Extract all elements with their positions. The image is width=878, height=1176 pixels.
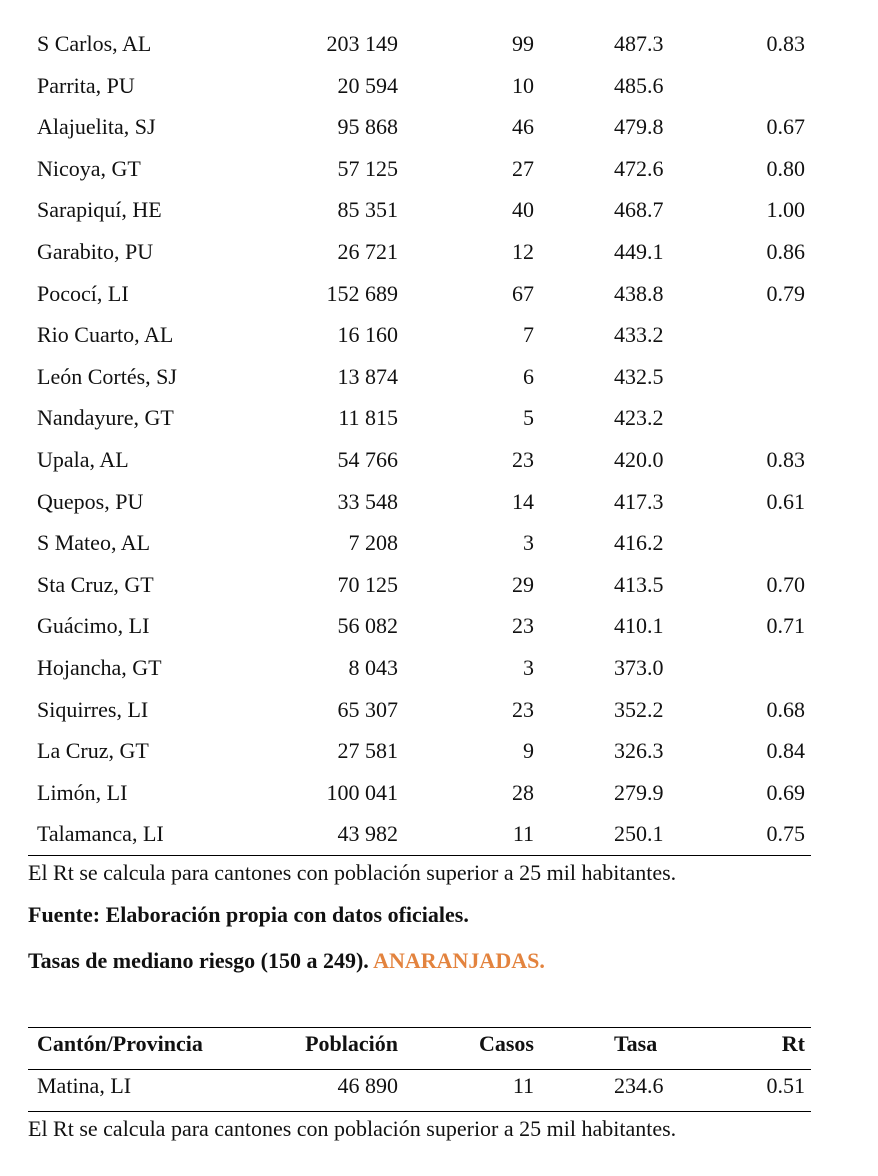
header-casos: Casos	[478, 1031, 534, 1056]
cell-canton: Pococí, LI	[37, 280, 129, 306]
cell-casos: 27	[512, 155, 534, 181]
table-row	[28, 106, 811, 148]
cell-poblacion: 57 125	[337, 155, 398, 181]
cell-poblacion: 7 208	[348, 530, 398, 556]
cell-rt: 0.80	[766, 155, 805, 181]
cell-tasa: 417.3	[614, 488, 664, 514]
table2-footnote: El Rt se calcula para cantones con población superior a 25 mil habitantes.	[28, 1116, 677, 1141]
cell-tasa: 420.0	[614, 446, 664, 472]
cell-canton: Hojancha, GT	[37, 654, 162, 680]
cell-tasa: 234.6	[614, 1073, 664, 1098]
cell-poblacion: 33 548	[337, 488, 398, 514]
cell-rt: 0.61	[766, 488, 805, 514]
table2-bottom-rule	[28, 1111, 811, 1112]
cell-casos: 10	[512, 72, 534, 98]
cell-canton: Upala, AL	[37, 446, 129, 472]
cell-casos: 46	[512, 114, 534, 140]
cell-tasa: 472.6	[614, 155, 664, 181]
cell-casos: 99	[512, 31, 534, 56]
cell-rt: 1.00	[766, 197, 805, 223]
table-row	[28, 481, 811, 523]
cell-poblacion: 65 307	[337, 696, 398, 722]
cell-tasa: 373.0	[614, 654, 664, 680]
medium-risk-table-body	[28, 1065, 811, 1107]
table-row	[28, 813, 811, 855]
cell-canton: Parrita, PU	[37, 72, 135, 98]
cell-canton: Rio Cuarto, AL	[37, 322, 174, 348]
cell-poblacion: 85 351	[337, 197, 398, 223]
cell-casos: 29	[512, 571, 534, 597]
cell-poblacion: 100 041	[326, 779, 398, 805]
cell-casos: 3	[523, 654, 534, 680]
cell-tasa: 479.8	[614, 114, 664, 140]
medium-risk-table-header	[28, 1023, 811, 1065]
table-row	[28, 439, 811, 481]
table1-bottom-rule	[28, 855, 811, 856]
cell-poblacion: 46 890	[337, 1073, 398, 1098]
table-row	[28, 689, 811, 731]
cell-casos: 3	[523, 530, 534, 556]
cell-rt: 0.67	[766, 114, 805, 140]
cell-poblacion: 152 689	[326, 280, 398, 306]
cell-canton: Garabito, PU	[37, 238, 154, 264]
table-row	[28, 564, 811, 606]
table-row	[28, 23, 811, 65]
cell-canton: Quepos, PU	[37, 488, 144, 514]
cell-canton: Limón, LI	[37, 779, 128, 805]
cell-casos: 11	[512, 821, 534, 847]
table-row	[28, 397, 811, 439]
header-rt: Rt	[781, 1031, 805, 1056]
cell-rt: 0.68	[766, 696, 805, 722]
cell-canton: León Cortés, SJ	[37, 363, 177, 389]
cell-poblacion: 20 594	[337, 72, 398, 98]
cell-poblacion: 27 581	[337, 738, 398, 764]
cell-casos: 5	[523, 405, 534, 431]
cell-rt: 0.51	[766, 1073, 805, 1098]
cell-canton: Siquirres, LI	[37, 696, 149, 722]
cell-poblacion: 13 874	[337, 363, 398, 389]
cell-canton: Matina, LI	[37, 1073, 132, 1098]
cell-tasa: 416.2	[614, 530, 664, 556]
cell-rt: 0.84	[766, 738, 805, 764]
cell-casos: 28	[512, 779, 534, 805]
table-row	[28, 65, 811, 107]
high-risk-table	[28, 23, 811, 855]
table-row	[28, 273, 811, 315]
section-heading-highlight: ANARANJADAS.	[373, 948, 545, 973]
table-row	[28, 1065, 811, 1107]
header-tasa: Tasa	[614, 1031, 658, 1056]
cell-tasa: 279.9	[614, 779, 664, 805]
cell-tasa: 468.7	[614, 197, 664, 223]
cell-canton: Nicoya, GT	[37, 155, 141, 181]
table-row	[28, 730, 811, 772]
cell-poblacion: 56 082	[337, 613, 398, 639]
cell-poblacion: 70 125	[337, 571, 398, 597]
cell-tasa: 423.2	[614, 405, 664, 431]
table-row	[28, 522, 811, 564]
cell-canton: La Cruz, GT	[37, 738, 149, 764]
table-row	[28, 314, 811, 356]
cell-casos: 6	[523, 363, 534, 389]
cell-poblacion: 11 815	[338, 405, 398, 431]
cell-poblacion: 26 721	[337, 238, 398, 264]
cell-poblacion: 95 868	[337, 114, 398, 140]
cell-tasa: 449.1	[614, 238, 664, 264]
cell-canton: S Mateo, AL	[37, 530, 151, 556]
table-row	[28, 647, 811, 689]
cell-casos: 23	[512, 696, 534, 722]
cell-casos: 14	[512, 488, 534, 514]
cell-tasa: 433.2	[614, 322, 664, 348]
cell-rt: 0.83	[766, 31, 805, 56]
cell-poblacion: 8 043	[348, 654, 398, 680]
header-poblacion: Población	[305, 1031, 398, 1056]
high-risk-table-body	[28, 23, 811, 855]
cell-tasa: 410.1	[614, 613, 664, 639]
table-row	[28, 189, 811, 231]
medium-risk-table	[28, 1065, 811, 1107]
section-heading-text: Tasas de mediano riesgo (150 a 249).	[28, 948, 369, 973]
cell-tasa: 352.2	[614, 696, 664, 722]
cell-casos: 23	[512, 446, 534, 472]
cell-poblacion: 54 766	[337, 446, 398, 472]
cell-casos: 12	[512, 238, 534, 264]
section-heading	[28, 948, 545, 974]
cell-poblacion: 203 149	[326, 31, 398, 56]
cell-canton: Nandayure, GT	[37, 405, 174, 431]
cell-tasa: 438.8	[614, 280, 664, 306]
cell-tasa: 326.3	[614, 738, 664, 764]
cell-rt: 0.71	[766, 613, 805, 639]
table-header-row	[28, 1023, 811, 1065]
cell-poblacion: 16 160	[337, 322, 398, 348]
cell-canton: Talamanca, LI	[37, 821, 164, 847]
cell-rt: 0.75	[766, 821, 805, 847]
cell-tasa: 432.5	[614, 363, 664, 389]
table-row	[28, 148, 811, 190]
cell-tasa: 485.6	[614, 72, 664, 98]
cell-casos: 9	[523, 738, 534, 764]
table-row	[28, 231, 811, 273]
cell-canton: Sta Cruz, GT	[37, 571, 154, 597]
cell-rt: 0.70	[766, 571, 805, 597]
table-row	[28, 356, 811, 398]
source-note: Fuente: Elaboración propia con datos oficiales.	[28, 902, 469, 927]
cell-poblacion: 43 982	[337, 821, 398, 847]
cell-casos: 67	[512, 280, 534, 306]
cell-canton: Guácimo, LI	[37, 613, 150, 639]
cell-casos: 23	[512, 613, 534, 639]
table-row	[28, 772, 811, 814]
cell-canton: Alajuelita, SJ	[37, 114, 156, 140]
cell-tasa: 250.1	[614, 821, 664, 847]
cell-casos: 11	[512, 1073, 534, 1098]
header-canton: Cantón/Provincia	[37, 1031, 203, 1056]
cell-canton: Sarapiquí, HE	[37, 197, 162, 223]
cell-rt: 0.83	[766, 446, 805, 472]
cell-casos: 40	[512, 197, 534, 223]
table1-footnote: El Rt se calcula para cantones con población superior a 25 mil habitantes.	[28, 860, 677, 885]
cell-rt: 0.69	[766, 779, 805, 805]
cell-casos: 7	[523, 322, 534, 348]
cell-rt: 0.86	[766, 238, 805, 264]
table-row	[28, 605, 811, 647]
cell-tasa: 487.3	[614, 31, 664, 56]
cell-rt: 0.79	[766, 280, 805, 306]
cell-canton: S Carlos, AL	[37, 31, 152, 56]
cell-tasa: 413.5	[614, 571, 664, 597]
